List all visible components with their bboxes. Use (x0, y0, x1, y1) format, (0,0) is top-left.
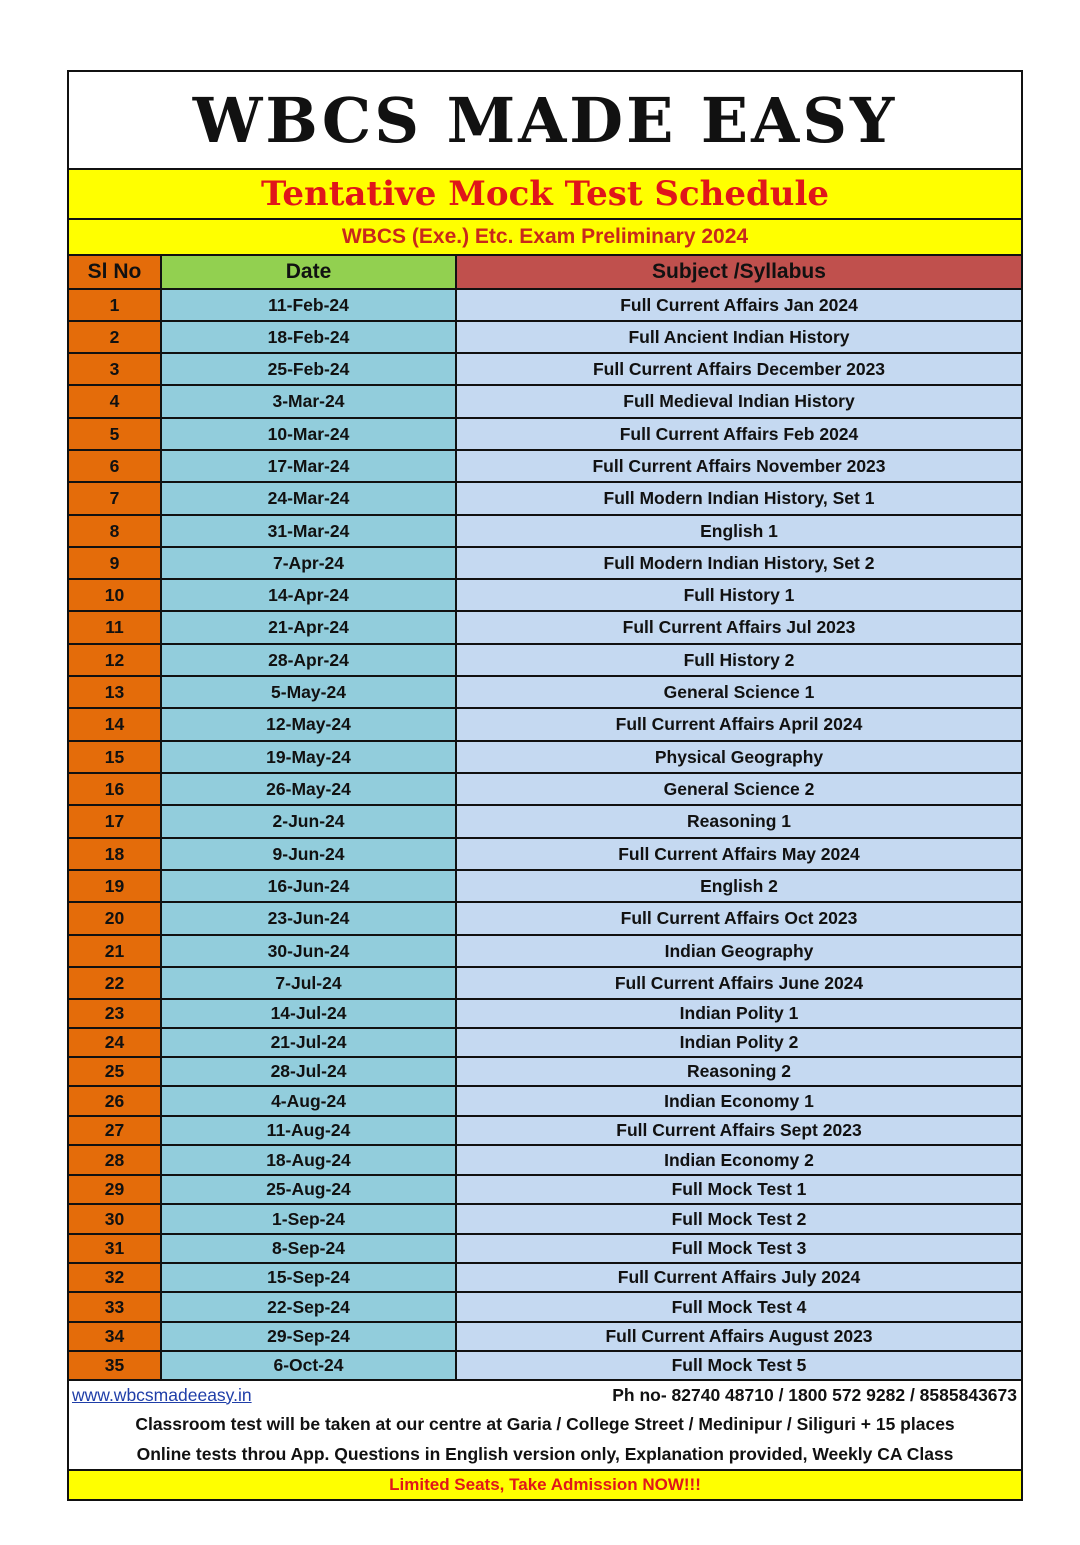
table-row (69, 677, 1021, 709)
table-row (69, 1235, 1021, 1264)
sl-cell: 6 (69, 451, 162, 481)
sl-cell: 33 (69, 1293, 162, 1321)
sl-cell: 8 (69, 516, 162, 546)
date-cell: 25-Feb-24 (162, 354, 457, 384)
table-row (69, 451, 1021, 483)
table-row (69, 290, 1021, 322)
brand-title: WBCS MADE EASY (69, 72, 1021, 170)
sl-cell: 13 (69, 677, 162, 707)
subject-cell: General Science 1 (457, 677, 1021, 707)
sl-cell: 28 (69, 1146, 162, 1174)
date-cell: 28-Apr-24 (162, 645, 457, 675)
sl-cell: 23 (69, 1000, 162, 1027)
subject-cell: Full Mock Test 1 (457, 1176, 1021, 1203)
subject-cell: Full Current Affairs Jul 2023 (457, 612, 1021, 643)
header-sl-no: Sl No (69, 256, 162, 288)
date-cell: 8-Sep-24 (162, 1235, 457, 1262)
sl-cell: 24 (69, 1029, 162, 1056)
date-cell: 14-Jul-24 (162, 1000, 457, 1027)
date-cell: 9-Jun-24 (162, 839, 457, 869)
table-row (69, 580, 1021, 612)
date-cell: 7-Jul-24 (162, 968, 457, 998)
table-row (69, 1058, 1021, 1087)
date-cell: 4-Aug-24 (162, 1087, 457, 1115)
table-row (69, 806, 1021, 839)
table-row (69, 1323, 1021, 1352)
date-cell: 30-Jun-24 (162, 936, 457, 966)
date-cell: 1-Sep-24 (162, 1205, 457, 1233)
table-row (69, 742, 1021, 774)
table-row (69, 419, 1021, 451)
date-cell: 10-Mar-24 (162, 419, 457, 449)
table-row (69, 645, 1021, 677)
date-cell: 28-Jul-24 (162, 1058, 457, 1085)
subject-cell: Full Medieval Indian History (457, 386, 1021, 417)
subject-cell: Full Mock Test 3 (457, 1235, 1021, 1262)
sl-cell: 11 (69, 612, 162, 643)
date-cell: 29-Sep-24 (162, 1323, 457, 1350)
table-row (69, 1146, 1021, 1176)
subject-cell: Indian Economy 2 (457, 1146, 1021, 1174)
date-cell: 22-Sep-24 (162, 1293, 457, 1321)
date-cell: 24-Mar-24 (162, 483, 457, 514)
sl-cell: 35 (69, 1352, 162, 1379)
date-cell: 18-Feb-24 (162, 322, 457, 352)
subject-cell: Full Mock Test 4 (457, 1293, 1021, 1321)
table-row (69, 1176, 1021, 1205)
subject-cell: Full Current Affairs December 2023 (457, 354, 1021, 384)
date-cell: 3-Mar-24 (162, 386, 457, 417)
footer (69, 1381, 1021, 1499)
date-cell: 18-Aug-24 (162, 1146, 457, 1174)
subject-cell: Full Current Affairs April 2024 (457, 709, 1021, 740)
subject-cell: Indian Polity 2 (457, 1029, 1021, 1056)
table-row (69, 548, 1021, 580)
sl-cell: 12 (69, 645, 162, 675)
date-cell: 15-Sep-24 (162, 1264, 457, 1291)
table-row (69, 774, 1021, 806)
sl-cell: 32 (69, 1264, 162, 1291)
date-cell: 6-Oct-24 (162, 1352, 457, 1379)
subject-cell: English 1 (457, 516, 1021, 546)
sl-cell: 1 (69, 290, 162, 320)
page-subtitle: WBCS (Exe.) Etc. Exam Preliminary 2024 (69, 220, 1021, 256)
date-cell: 11-Feb-24 (162, 290, 457, 320)
date-cell: 5-May-24 (162, 677, 457, 707)
subject-cell: Full Current Affairs Feb 2024 (457, 419, 1021, 449)
date-cell: 23-Jun-24 (162, 903, 457, 934)
sl-cell: 17 (69, 806, 162, 837)
table-body (69, 290, 1021, 1381)
sl-cell: 14 (69, 709, 162, 740)
sl-cell: 7 (69, 483, 162, 514)
sl-cell: 19 (69, 871, 162, 901)
sl-cell: 22 (69, 968, 162, 998)
header-date: Date (162, 256, 457, 288)
date-cell: 2-Jun-24 (162, 806, 457, 837)
subject-cell: Reasoning 2 (457, 1058, 1021, 1085)
date-cell: 21-Jul-24 (162, 1029, 457, 1056)
sl-cell: 26 (69, 1087, 162, 1115)
subject-cell: Full Current Affairs May 2024 (457, 839, 1021, 869)
sl-cell: 5 (69, 419, 162, 449)
table-row (69, 968, 1021, 1000)
table-row (69, 1205, 1021, 1235)
table-row (69, 516, 1021, 548)
date-cell: 25-Aug-24 (162, 1176, 457, 1203)
date-cell: 26-May-24 (162, 774, 457, 804)
table-row (69, 1264, 1021, 1293)
subject-cell: Full Mock Test 2 (457, 1205, 1021, 1233)
header-subject: Subject /Syllabus (457, 256, 1021, 288)
date-cell: 14-Apr-24 (162, 580, 457, 610)
sl-cell: 31 (69, 1235, 162, 1262)
sl-cell: 16 (69, 774, 162, 804)
subject-cell: Full Modern Indian History, Set 2 (457, 548, 1021, 578)
table-row (69, 1117, 1021, 1146)
date-cell: 21-Apr-24 (162, 612, 457, 643)
sl-cell: 9 (69, 548, 162, 578)
table-row (69, 612, 1021, 645)
date-cell: 31-Mar-24 (162, 516, 457, 546)
subject-cell: Physical Geography (457, 742, 1021, 772)
table-row (69, 1293, 1021, 1323)
subject-cell: Full Modern Indian History, Set 1 (457, 483, 1021, 514)
subject-cell: Full Current Affairs August 2023 (457, 1323, 1021, 1350)
date-cell: 19-May-24 (162, 742, 457, 772)
sl-cell: 20 (69, 903, 162, 934)
table-row (69, 936, 1021, 968)
table-row (69, 354, 1021, 386)
subject-cell: Full Current Affairs Jan 2024 (457, 290, 1021, 320)
table-row (69, 322, 1021, 354)
subject-cell: Full Current Affairs November 2023 (457, 451, 1021, 481)
sl-cell: 10 (69, 580, 162, 610)
sl-cell: 27 (69, 1117, 162, 1144)
date-cell: 17-Mar-24 (162, 451, 457, 481)
table-row (69, 1029, 1021, 1058)
date-cell: 12-May-24 (162, 709, 457, 740)
sl-cell: 25 (69, 1058, 162, 1085)
table-row (69, 1000, 1021, 1029)
schedule-sheet (67, 70, 1023, 1501)
footer-classroom-note: Classroom test will be taken at our centre at Garia / College Street / Medinipur / Siliguri + 15 places (135, 1413, 955, 1434)
sl-cell: 34 (69, 1323, 162, 1350)
table-row (69, 483, 1021, 516)
footer-online-note: Online tests throu App. Questions in English version only, Explanation provided, Weekly CA Class (136, 1443, 954, 1464)
subject-cell: Full Current Affairs June 2024 (457, 968, 1021, 998)
table-row (69, 1352, 1021, 1381)
subject-cell: English 2 (457, 871, 1021, 901)
subject-cell: Full Mock Test 5 (457, 1352, 1021, 1379)
footer-contact-line (69, 1381, 1021, 1409)
table-header (69, 256, 1021, 290)
subject-cell: Indian Geography (457, 936, 1021, 966)
sl-cell: 29 (69, 1176, 162, 1203)
table-row (69, 839, 1021, 871)
table-row (69, 709, 1021, 742)
table-row (69, 871, 1021, 903)
sl-cell: 2 (69, 322, 162, 352)
subject-cell: Reasoning 1 (457, 806, 1021, 837)
table-row (69, 386, 1021, 419)
table-row (69, 903, 1021, 936)
subject-cell: Indian Polity 1 (457, 1000, 1021, 1027)
subject-cell: Full Current Affairs Sept 2023 (457, 1117, 1021, 1144)
subject-cell: Full Ancient Indian History (457, 322, 1021, 352)
sl-cell: 18 (69, 839, 162, 869)
sl-cell: 4 (69, 386, 162, 417)
phone-numbers: Ph no- 82740 48710 / 1800 572 9282 / 8585843673 (612, 1384, 1017, 1405)
admission-banner: Limited Seats, Take Admission NOW!!! (69, 1469, 1021, 1499)
table-row (69, 1087, 1021, 1117)
sl-cell: 30 (69, 1205, 162, 1233)
subject-cell: Full History 1 (457, 580, 1021, 610)
subject-cell: Indian Economy 1 (457, 1087, 1021, 1115)
website-link[interactable]: www.wbcsmadeeasy.in (72, 1384, 252, 1405)
sl-cell: 15 (69, 742, 162, 772)
page-title: Tentative Mock Test Schedule (69, 170, 1021, 220)
date-cell: 11-Aug-24 (162, 1117, 457, 1144)
subject-cell: Full Current Affairs Oct 2023 (457, 903, 1021, 934)
subject-cell: Full Current Affairs July 2024 (457, 1264, 1021, 1291)
date-cell: 7-Apr-24 (162, 548, 457, 578)
sl-cell: 3 (69, 354, 162, 384)
subject-cell: General Science 2 (457, 774, 1021, 804)
date-cell: 16-Jun-24 (162, 871, 457, 901)
subject-cell: Full History 2 (457, 645, 1021, 675)
sl-cell: 21 (69, 936, 162, 966)
